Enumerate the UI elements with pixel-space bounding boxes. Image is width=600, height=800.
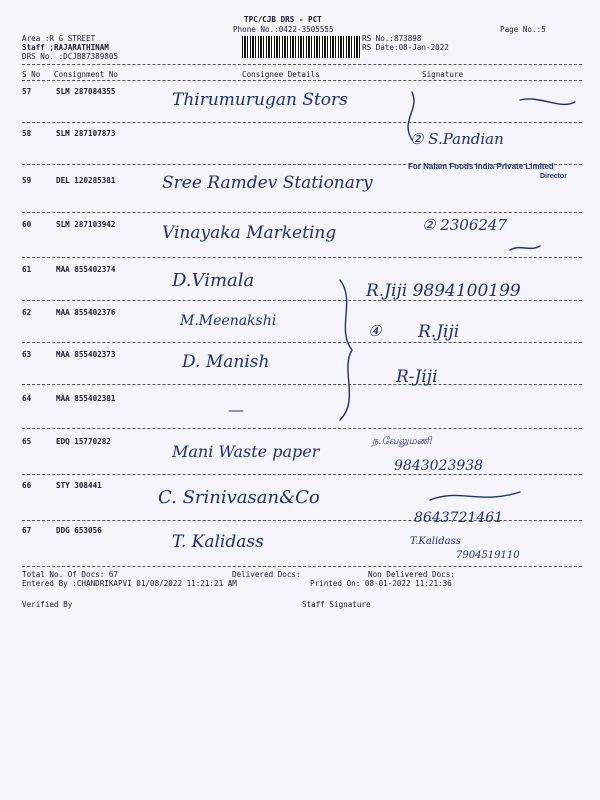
row-sno: 63: [22, 350, 32, 359]
bracket-stroke: [340, 280, 352, 420]
signature-handwritten: R-Jiji: [396, 367, 438, 387]
phone-handwritten: 9843023938: [394, 458, 484, 474]
printed-on: Printed On: 08-01-2022 11:21:36: [310, 579, 452, 588]
consignee-handwritten: M.Meenakshi: [180, 313, 277, 329]
signature-handwritten: T.Kalidass: [410, 536, 461, 547]
signature-circle: ④: [368, 322, 382, 340]
row-consignment: SLM 287103942: [56, 220, 116, 229]
report-title: TPC/CJB DRS - PCT: [244, 15, 322, 24]
signature-handwritten: ② S.Pandian: [410, 130, 504, 148]
row-sno: 60: [22, 220, 32, 229]
consignee-handwritten: Thirumurugan Stors: [172, 90, 348, 110]
signature-stroke: [520, 99, 575, 104]
consignee-handwritten: Sree Ramdev Stationary: [162, 173, 373, 193]
row-consignment: SLM 287084355: [56, 87, 116, 96]
drs-number: DRS No. :DCJB87389805: [22, 52, 119, 61]
consignee-handwritten: D.Vimala: [172, 270, 255, 291]
stamp-role: Director: [540, 173, 567, 180]
area-label: Area :R G STREET: [22, 34, 96, 43]
row-sno: 64: [22, 394, 32, 403]
verified-by: Verified By: [22, 600, 73, 609]
signature-stroke: [430, 492, 520, 500]
company-stamp: For Nalam Foods India Private Limited: [408, 162, 554, 171]
consignee-handwritten: Mani Waste paper: [172, 442, 320, 461]
delivered-docs: Delivered Docs:: [232, 570, 301, 579]
row-sno: 59: [22, 176, 32, 185]
consignee-handwritten: T. Kalidass: [172, 532, 264, 552]
rs-number: RS No.:873898: [362, 34, 422, 43]
col-sno: S No: [22, 70, 41, 79]
consignee-handwritten: —: [228, 400, 244, 419]
phone-handwritten: 7904519110: [456, 550, 520, 561]
signature-handwritten: R.Jiji: [418, 322, 460, 342]
signature-handwritten: R.Jiji 9894100199: [366, 281, 521, 301]
row-sno: 66: [22, 481, 32, 490]
total-docs: Total No. Of Docs: 67: [22, 570, 119, 579]
row-consignment: STY 308441: [56, 481, 102, 490]
page-number: Page No.:5: [500, 25, 546, 34]
row-consignment: EDQ 15770282: [56, 437, 111, 446]
phone-handwritten: 8643721461: [414, 510, 504, 526]
rs-date: RS Date:08-Jan-2022: [362, 43, 449, 52]
row-sno: 62: [22, 308, 32, 317]
entered-by: Entered By :CHANDRIKAPVI 01/08/2022 11:21:21 AM: [22, 579, 237, 588]
row-sno: 61: [22, 265, 32, 274]
row-consignment: MAA 855402374: [56, 265, 116, 274]
row-consignment: SLM 287107873: [56, 129, 116, 138]
row-sno: 57: [22, 87, 32, 96]
row-sno: 58: [22, 129, 32, 138]
signature-handwritten: ந.வேலுமணி: [372, 436, 432, 447]
bracket-stroke: [408, 92, 414, 140]
consignee-handwritten: Vinayaka Marketing: [162, 223, 337, 243]
staff-signature: Staff Signature: [302, 600, 371, 609]
phone-number: Phone No.:0422-3505555: [233, 25, 334, 34]
col-consignee: Consignee Details: [242, 70, 320, 79]
row-consignment: MAA 855402381: [56, 394, 116, 403]
row-consignment: DEL 120285381: [56, 176, 116, 185]
signature-stroke: [510, 246, 540, 250]
row-sno: 67: [22, 526, 32, 535]
signature-handwritten: ② 2306247: [422, 216, 508, 234]
row-consignment: DDG 653056: [56, 526, 102, 535]
col-signature: Signature: [422, 70, 464, 79]
row-consignment: MAA 855402373: [56, 350, 116, 359]
staff-label: Staff ;RAJARATHINAM: [22, 43, 109, 52]
row-consignment: MAA 855402376: [56, 308, 116, 317]
non-delivered-docs: Non Delivered Docs:: [368, 570, 455, 579]
col-consignment: Consignment No: [54, 70, 119, 79]
row-sno: 65: [22, 437, 32, 446]
consignee-handwritten: C. Srinivasan&Co: [158, 487, 320, 508]
consignee-handwritten: D. Manish: [182, 352, 270, 372]
